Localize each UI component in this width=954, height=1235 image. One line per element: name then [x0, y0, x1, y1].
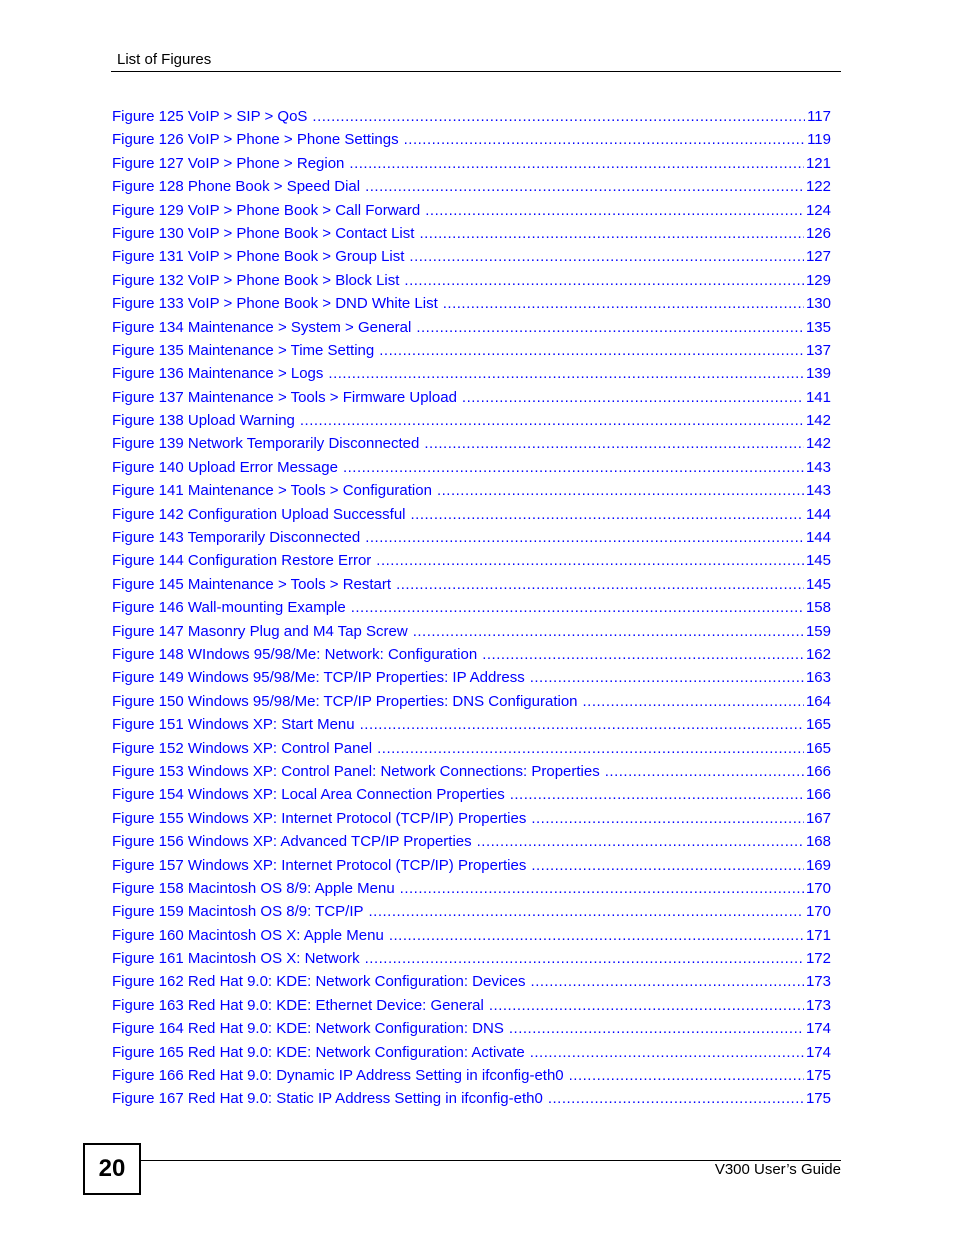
toc-dot-leader: [343, 456, 804, 479]
toc-entry[interactable]: [112, 994, 831, 1017]
toc-entry[interactable]: [112, 128, 831, 151]
toc-entry-page: 166: [805, 762, 831, 780]
toc-entry-label: Figure 154 Windows XP: Local Area Connection Properties: [112, 786, 505, 804]
toc-entry-label: Figure 127 VoIP > Phone > Region: [112, 154, 345, 172]
toc-entry[interactable]: [112, 924, 831, 947]
toc-entry-page: 122: [805, 178, 831, 196]
toc-entry-label: Figure 135 Maintenance > Time Setting: [112, 341, 375, 359]
toc-entry-page: 144: [805, 505, 831, 523]
toc-entry[interactable]: [112, 339, 831, 362]
toc-entry[interactable]: [112, 573, 831, 596]
toc-entry-label: Figure 165 Red Hat 9.0: KDE: Network Configuration: Activate: [112, 1043, 525, 1061]
toc-entry[interactable]: [112, 970, 831, 993]
toc-entry-page: 130: [805, 295, 831, 313]
toc-dot-leader: [365, 526, 804, 549]
toc-dot-leader: [300, 409, 804, 432]
toc-entry-page: 175: [805, 1067, 831, 1085]
toc-dot-leader: [509, 1017, 804, 1040]
toc-entry-label: Figure 142 Configuration Upload Successful: [112, 505, 406, 523]
toc-entry-label: Figure 159 Macintosh OS 8/9: TCP/IP: [112, 903, 364, 921]
toc-entry[interactable]: [112, 409, 831, 432]
toc-entry-page: 124: [805, 201, 831, 219]
toc-dot-leader: [548, 1087, 804, 1110]
toc-entry[interactable]: [112, 737, 831, 760]
toc-entry-label: Figure 144 Configuration Restore Error: [112, 552, 372, 570]
toc-entry[interactable]: [112, 1087, 831, 1110]
toc-entry[interactable]: [112, 269, 831, 292]
toc-entry[interactable]: [112, 1064, 831, 1087]
toc-dot-leader: [531, 970, 804, 993]
toc-entry[interactable]: [112, 316, 831, 339]
toc-entry-page: 164: [805, 692, 831, 710]
toc-dot-leader: [443, 292, 804, 315]
toc-dot-leader: [416, 316, 804, 339]
toc-entry-page: 171: [805, 926, 831, 944]
toc-entry-page: 174: [805, 1043, 831, 1061]
toc-entry-page: 143: [805, 482, 831, 500]
toc-dot-leader: [360, 713, 804, 736]
toc-dot-leader: [583, 690, 804, 713]
toc-entry-label: Figure 125 VoIP > SIP > QoS: [112, 108, 308, 125]
toc-entry-label: Figure 131 VoIP > Phone Book > Group List: [112, 248, 405, 266]
toc-entry-page: 121: [805, 154, 831, 172]
toc-dot-leader: [377, 737, 804, 760]
toc-dot-leader: [404, 269, 804, 292]
toc-entry-label: Figure 141 Maintenance > Tools > Configuration: [112, 482, 432, 500]
toc-entry[interactable]: [112, 456, 831, 479]
toc-dot-leader: [396, 573, 804, 596]
toc-entry-page: 141: [805, 388, 831, 406]
toc-entry-label: Figure 145 Maintenance > Tools > Restart: [112, 575, 392, 593]
toc-dot-leader: [365, 175, 804, 198]
toc-dot-leader: [379, 339, 804, 362]
toc-entry-page: 168: [805, 833, 831, 851]
toc-entry-label: Figure 164 Red Hat 9.0: KDE: Network Configuration: DNS: [112, 1020, 504, 1038]
toc-entry-page: 158: [805, 599, 831, 617]
toc-dot-leader: [531, 854, 804, 877]
toc-dot-leader: [419, 222, 804, 245]
toc-entry-page: 167: [805, 809, 831, 827]
toc-dot-leader: [404, 128, 805, 151]
toc-entry-page: 135: [805, 318, 831, 336]
toc-entry-label: Figure 146 Wall-mounting Example: [112, 599, 346, 617]
toc-entry[interactable]: [112, 854, 831, 877]
toc-entry[interactable]: [112, 362, 831, 385]
toc-dot-leader: [489, 994, 804, 1017]
footer-guide-title: V300 User’s Guide: [714, 1161, 841, 1178]
toc-entry[interactable]: [112, 549, 831, 572]
toc-entry-page: 143: [805, 458, 831, 476]
toc-entry-label: Figure 158 Macintosh OS 8/9: Apple Menu: [112, 879, 395, 897]
toc-dot-leader: [462, 386, 804, 409]
toc-entry[interactable]: [112, 877, 831, 900]
toc-entry-label: Figure 148 WIndows 95/98/Me: Network: Configuration: [112, 645, 478, 663]
toc-entry-page: 126: [805, 224, 831, 242]
toc-entry-page: 119: [807, 131, 831, 149]
toc-entry-label: Figure 152 Windows XP: Control Panel: [112, 739, 373, 757]
toc-entry-label: Figure 138 Upload Warning: [112, 412, 295, 430]
toc-entry-label: Figure 147 Masonry Plug and M4 Tap Screw: [112, 622, 408, 640]
toc-entry-page: 170: [805, 879, 831, 897]
toc-entry-label: Figure 134 Maintenance > System > General: [112, 318, 412, 336]
toc-entry-label: Figure 150 Windows 95/98/Me: TCP/IP Properties: DNS Configuration: [112, 692, 578, 710]
toc-dot-leader: [349, 152, 804, 175]
toc-entry-page: 127: [805, 248, 831, 266]
toc-entry-label: Figure 137 Maintenance > Tools > Firmware Upload: [112, 388, 457, 406]
toc-entry[interactable]: [112, 900, 831, 923]
toc-dot-leader: [510, 783, 804, 806]
toc-entry[interactable]: [112, 643, 831, 666]
toc-entry[interactable]: [112, 175, 831, 198]
toc-entry-page: 145: [805, 552, 831, 570]
toc-dot-leader: [312, 105, 805, 128]
toc-entry-label: Figure 128 Phone Book > Speed Dial: [112, 178, 361, 196]
toc-entry-page: 139: [805, 365, 831, 383]
toc-entry-label: Figure 129 VoIP > Phone Book > Call Forward: [112, 201, 421, 219]
toc-entry[interactable]: [112, 620, 831, 643]
toc-entry-label: Figure 133 VoIP > Phone Book > DND White List: [112, 295, 438, 313]
toc-entry-page: 159: [805, 622, 831, 640]
toc-entry-page: 163: [805, 669, 831, 687]
toc-entry-label: Figure 151 Windows XP: Start Menu: [112, 716, 355, 734]
toc-entry-page: 145: [805, 575, 831, 593]
toc-entry-page: 137: [805, 341, 831, 359]
toc-entry[interactable]: [112, 503, 831, 526]
toc-dot-leader: [400, 877, 804, 900]
toc-dot-leader: [530, 666, 804, 689]
toc-entry-page: 117: [807, 108, 831, 125]
toc-dot-leader: [413, 620, 804, 643]
toc-entry[interactable]: [112, 222, 831, 245]
toc-dot-leader: [365, 947, 804, 970]
toc-entry-page: 142: [805, 435, 831, 453]
toc-entry[interactable]: [112, 479, 831, 502]
toc-entry[interactable]: [112, 783, 831, 806]
toc-entry-page: 175: [805, 1090, 831, 1108]
toc-entry-label: Figure 153 Windows XP: Control Panel: Network Connections: Properties: [112, 762, 600, 780]
toc-entry-page: 165: [805, 739, 831, 757]
toc-dot-leader: [425, 199, 804, 222]
toc-entry-page: 172: [805, 950, 831, 968]
toc-dot-leader: [409, 245, 804, 268]
toc-entry-label: Figure 167 Red Hat 9.0: Static IP Address Setting in ifconfig-eth0: [112, 1090, 543, 1108]
header-title: List of Figures: [117, 51, 212, 68]
toc-entry[interactable]: [112, 807, 831, 830]
toc-dot-leader: [531, 807, 804, 830]
toc-entry[interactable]: [112, 1017, 831, 1040]
toc-entry[interactable]: [112, 292, 831, 315]
toc-entry-page: 142: [805, 412, 831, 430]
toc-entry-label: Figure 162 Red Hat 9.0: KDE: Network Configuration: Devices: [112, 973, 526, 991]
toc-dot-leader: [569, 1064, 804, 1087]
toc-entry[interactable]: [112, 1041, 831, 1064]
toc-entry[interactable]: [112, 105, 831, 128]
toc-dot-leader: [389, 924, 804, 947]
toc-entry-label: Figure 140 Upload Error Message: [112, 458, 338, 476]
toc-dot-leader: [605, 760, 804, 783]
toc-dot-leader: [376, 549, 804, 572]
toc-entry-label: Figure 136 Maintenance > Logs: [112, 365, 324, 383]
header-divider: [111, 71, 841, 72]
toc-entry-label: Figure 132 VoIP > Phone Book > Block List: [112, 271, 400, 289]
toc-entry[interactable]: [112, 386, 831, 409]
toc-entry-label: Figure 160 Macintosh OS X: Apple Menu: [112, 926, 384, 944]
toc-entry-page: 165: [805, 716, 831, 734]
toc-entry-page: 129: [805, 271, 831, 289]
toc-entry-label: Figure 163 Red Hat 9.0: KDE: Ethernet Device: General: [112, 996, 484, 1014]
toc-entry[interactable]: [112, 666, 831, 689]
toc-entry[interactable]: [112, 596, 831, 619]
toc-entry-page: 170: [805, 903, 831, 921]
toc-entry-label: Figure 130 VoIP > Phone Book > Contact List: [112, 224, 415, 242]
toc-entry[interactable]: [112, 760, 831, 783]
toc-entry[interactable]: [112, 245, 831, 268]
toc-entry-label: Figure 157 Windows XP: Internet Protocol (TCP/IP) Properties: [112, 856, 527, 874]
toc-entry[interactable]: [112, 830, 831, 853]
toc-entry-page: 169: [805, 856, 831, 874]
toc-entry-page: 162: [805, 645, 831, 663]
toc-entry[interactable]: [112, 199, 831, 222]
toc-entry-label: Figure 155 Windows XP: Internet Protocol (TCP/IP) Properties: [112, 809, 527, 827]
toc-entry-page: 166: [805, 786, 831, 804]
toc-dot-leader: [482, 643, 804, 666]
toc-entry-page: 173: [805, 973, 831, 991]
toc-entry-label: Figure 126 VoIP > Phone > Phone Settings: [112, 131, 399, 149]
toc-dot-leader: [369, 900, 804, 923]
toc-dot-leader: [424, 432, 804, 455]
toc-entry-page: 144: [805, 529, 831, 547]
page-number: 20: [83, 1143, 141, 1195]
toc-entry-label: Figure 143 Temporarily Disconnected: [112, 529, 361, 547]
toc-dot-leader: [328, 362, 804, 385]
toc-entry-page: 173: [805, 996, 831, 1014]
toc-entry[interactable]: [112, 947, 831, 970]
toc-entry[interactable]: [112, 526, 831, 549]
toc-entry[interactable]: [112, 152, 831, 175]
toc-entry-label: Figure 139 Network Temporarily Disconnected: [112, 435, 420, 453]
toc-entry[interactable]: [112, 690, 831, 713]
toc-entry-label: Figure 156 Windows XP: Advanced TCP/IP Properties: [112, 833, 472, 851]
toc-entry-label: Figure 161 Macintosh OS X: Network: [112, 950, 360, 968]
toc-entry-page: 174: [805, 1020, 831, 1038]
toc-dot-leader: [411, 503, 804, 526]
toc-entry[interactable]: [112, 432, 831, 455]
toc-dot-leader: [437, 479, 804, 502]
toc-entry-label: Figure 149 Windows 95/98/Me: TCP/IP Properties: IP Address: [112, 669, 525, 687]
toc-dot-leader: [477, 830, 804, 853]
list-of-figures: [112, 105, 831, 1111]
toc-dot-leader: [351, 596, 804, 619]
toc-entry[interactable]: [112, 713, 831, 736]
toc-entry-label: Figure 166 Red Hat 9.0: Dynamic IP Address Setting in ifconfig-eth0: [112, 1067, 564, 1085]
toc-dot-leader: [530, 1041, 804, 1064]
